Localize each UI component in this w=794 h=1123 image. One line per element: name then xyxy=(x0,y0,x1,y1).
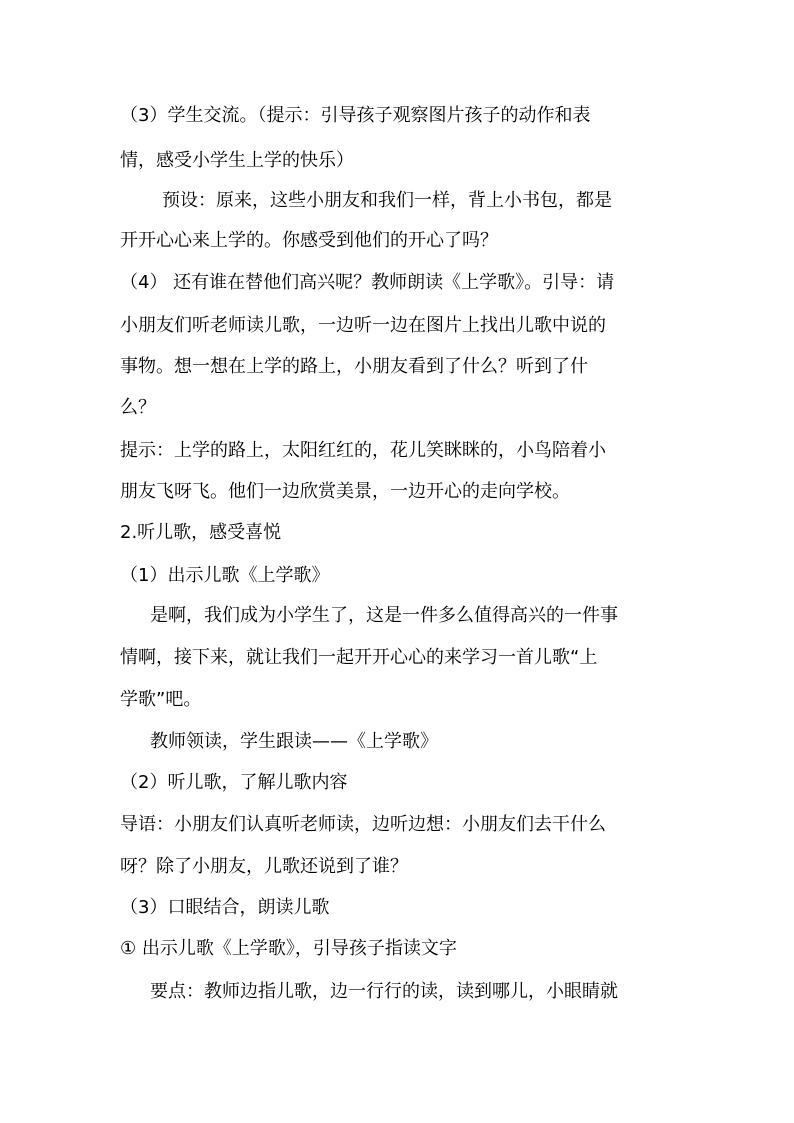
text-line: 事物。想一想在上学的路上，小朋友看到了什么？听到了什 xyxy=(120,356,588,377)
text-line: ① 出示儿歌《上学歌》，引导孩子指读文字 xyxy=(120,938,457,959)
text-line: （2）听儿歌，了解儿歌内容 xyxy=(120,772,348,793)
text-line: 导语：小朋友们认真听老师读，边听边想：小朋友们去干什么 xyxy=(120,814,606,835)
text-line: 开开心心来上学的。你感受到他们的开心了吗？ xyxy=(120,230,498,251)
text-line: （4） 还有谁在替他们高兴呢？教师朗读《上学歌》。引导：请 xyxy=(120,272,615,293)
text-line: 学歌”吧。 xyxy=(120,689,202,710)
text-line: 情，感受小学生上学的快乐） xyxy=(120,150,354,171)
text-line: 预设：原来，这些小朋友和我们一样，背上小书包，都是 xyxy=(162,190,612,211)
text-line: 提示：上学的路上，太阳红红的，花儿笑眯眯的，小鸟陪着小 xyxy=(120,440,606,461)
text-line: （3）学生交流。（提示：引导孩子观察图片孩子的动作和表 xyxy=(120,105,591,126)
text-line: 情啊，接下来，就让我们一起开开心心的来学习一首儿歌“上 xyxy=(120,647,598,668)
text-line: 小朋友们听老师读儿歌，一边听一边在图片上找出儿歌中说的 xyxy=(120,315,606,336)
text-line: 教师领读，学生跟读——《上学歌》 xyxy=(150,731,438,752)
text-line: 么？ xyxy=(120,397,156,418)
text-line: 要点：教师边指儿歌，边一行行的读，读到哪儿，小眼睛就 xyxy=(150,981,618,1002)
text-line: （1）出示儿歌《上学歌》 xyxy=(120,565,330,586)
text-line: 朋友飞呀飞。他们一边欣赏美景，一边开心的走向学校。 xyxy=(120,481,570,502)
text-line: 呀？除了小朋友，儿歌还说到了谁？ xyxy=(120,856,408,877)
section-heading: 2.听儿歌，感受喜悦 xyxy=(120,522,282,543)
text-line: 是啊，我们成为小学生了，这是一件多么值得高兴的一件事 xyxy=(150,605,618,626)
text-line: （3）口眼结合，朗读儿歌 xyxy=(120,897,330,918)
